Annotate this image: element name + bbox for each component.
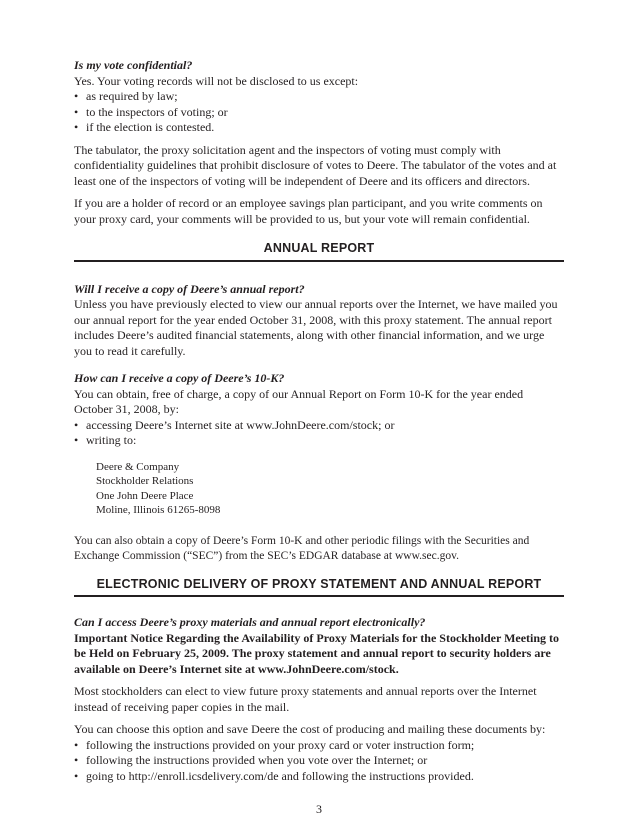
- important-notice: Important Notice Regarding the Availability of Proxy Materials for the Stockholder Meeting to be Held on February 25, 2009. The proxy statement and annual report to security holders are available on Deere’s Internet site at www.JohnDeere.com/stock.: [74, 630, 560, 676]
- 10k-answer: You can obtain, free of charge, a copy of our Annual Report on Form 10-K for the year ended October 31, 2008, by:: [74, 386, 524, 416]
- list-item: • writing to:: [74, 433, 564, 449]
- question-electronic-access: Can I access Deere’s proxy materials and annual report electronically?: [74, 615, 426, 629]
- list-item: • going to http://enroll.icsdelivery.com/de and following the instructions provided.: [74, 769, 564, 785]
- list-item: • as required by law;: [74, 89, 564, 105]
- electronic-delivery-section-header: [74, 577, 564, 598]
- electronic-bullet-list: [74, 738, 564, 785]
- 10k-bullet-list: [74, 418, 564, 449]
- list-item: • if the election is contested.: [74, 120, 564, 136]
- question-vote-confidential: Is my vote confidential?: [74, 58, 193, 72]
- section-divider: [74, 260, 564, 262]
- section-divider: [74, 595, 564, 597]
- address-line: One John Deere Place: [96, 489, 194, 502]
- confidential-paragraph-tabulator: The tabulator, the proxy solicitation agent and the inspectors of voting must comply with confidentiality guidelines that prohibit disclosure of votes to Deere. The tabulator of the votes and at least one of the inspectors of voting will be independent of Deere and its officers and directors.: [74, 142, 557, 188]
- list-item: • accessing Deere’s Internet site at www.JohnDeere.com/stock; or: [74, 418, 564, 434]
- electronic-paragraph-view: Most stockholders can elect to view future proxy statements and annual reports over the Internet instead of receiving paper copies in the mail.: [74, 684, 537, 714]
- address-line: Moline, Illinois 61265-8098: [96, 504, 221, 516]
- section-title-electronic-delivery: ELECTRONIC DELIVERY OF PROXY STATEMENT AND ANNUAL REPORT: [96, 576, 542, 591]
- question-10k-copy: How can I receive a copy of Deere’s 10-K?: [74, 371, 285, 385]
- confidential-paragraph-comments: If you are a holder of record or an employee savings plan participant, and you write comments on your proxy card, your comments will be provided to us, but your vote will remain confidential.: [74, 196, 543, 226]
- list-item: • following the instructions provided on your proxy card or voter instruction form;: [74, 738, 564, 754]
- list-item: • to the inspectors of voting; or: [74, 105, 564, 121]
- address-line: Deere & Company: [96, 460, 180, 473]
- list-item: • following the instructions provided when you vote over the Internet; or: [74, 753, 564, 769]
- address-line: Stockholder Relations: [96, 475, 194, 487]
- electronic-paragraph-save: You can choose this option and save Deere the cost of producing and mailing these documents by:: [74, 722, 546, 736]
- document-page: [74, 58, 564, 784]
- annual-report-answer: Unless you have previously elected to view our annual reports over the Internet, we have mailed you our annual report for the year ended October 31, 2008, with this proxy statement. The annual report includes Deere’s audited financial statements, along with other financial information, and we urge you to read it carefully.: [74, 297, 558, 358]
- mailing-address: [74, 460, 564, 518]
- confidential-intro: Yes. Your voting records will not be disclosed to us except:: [74, 73, 359, 88]
- confidential-bullet-list: [74, 89, 564, 136]
- page-number: 3: [316, 802, 322, 816]
- question-annual-report-copy: Will I receive a copy of Deere’s annual report?: [74, 281, 305, 296]
- section-title-annual-report: ANNUAL REPORT: [263, 241, 375, 255]
- annual-report-section-header: [74, 241, 564, 262]
- 10k-closing-paragraph: You can also obtain a copy of Deere’s Form 10-K and other periodic filings with the Securities and Exchange Commission (“SEC”) from the SEC’s EDGAR database at www.sec.gov.: [74, 534, 530, 562]
